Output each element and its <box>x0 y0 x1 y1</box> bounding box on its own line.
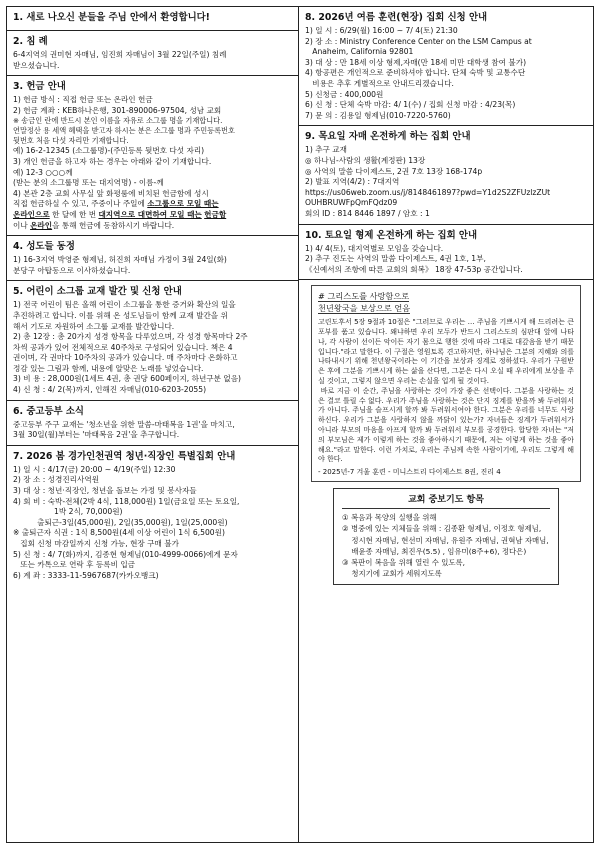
text-line: 중고등부 주구 교재는 '청소년을 위한 말씀-마태복음 1권'을 마치고, <box>13 419 235 429</box>
essay-source: - 2025년-7 겨울 훈련 - 미니스트리 다이제스트 8권, 진리 4 <box>318 468 501 477</box>
section-title: 7. 2026 봄 경가인천권역 청년·직장인 특별집회 안내 <box>13 450 236 462</box>
section-spring-conference <box>7 446 298 586</box>
highlight-text: 온라인으로 <box>13 209 50 219</box>
text-line: 회의 ID : 814 8446 1897 / 암호 : 1 <box>305 208 430 218</box>
highlight-text: 온라인 <box>30 220 53 230</box>
section-title: 5. 어린이 소그룹 교재 발간 및 신청 안내 <box>13 286 182 298</box>
section-thursday-sisters <box>299 126 593 224</box>
text-line: 3) 대 상 : 청년·직장인, 청년을 돌보는 가정 및 봉사자들 <box>13 486 197 496</box>
text-line: 2) 추구 진도는 사역의 말씀 다이제스트, 4권 1호, 1부, <box>305 254 486 264</box>
text-span: 을 통해 헌금에 동참하시기 바랍니다. <box>52 220 175 230</box>
text-line <box>13 210 292 221</box>
highlight-text: 대지역으로 대면하여 모일 때는 <box>98 209 202 219</box>
prayer-item: 배윤종 자매님, 최진우(5.5) , 임유미(8주+6), 정다은) <box>342 546 527 556</box>
text-line: 추진하려고 합니다. 이를 위해 온 성도님들이 함께 교재 발간을 위 <box>13 310 228 320</box>
bulletin-page <box>6 6 594 843</box>
left-column <box>7 7 299 842</box>
section-baptism <box>7 31 298 76</box>
text-line: 1) 추구 교재 <box>305 145 347 155</box>
text-line: 1) 전국 어린이 팀은 올해 어린이 소그룹을 통한 증거와 확산의 일을 <box>13 300 236 310</box>
prayer-box <box>333 488 559 585</box>
prayer-item: ③ 복판이 복음을 위해 열린 수 있도록, <box>342 558 466 568</box>
text-line: 1) 일 시 : 6/29(월) 16:00 ~ 7/ 4(토) 21:30 <box>305 26 458 35</box>
text-line: 5) 신청금 : 400,000원 <box>305 89 384 99</box>
text-line: 예) 12-3 ○○○께 <box>13 167 73 177</box>
essay-title <box>318 302 574 314</box>
section-title: 6. 중고등부 소식 <box>13 405 84 417</box>
zoom-link[interactable]: https://us06web.zoom.us/j/8148461897?pwd=Y1d2S2ZFUzlzZUt <box>305 187 551 197</box>
section-title: 10. 토요일 형제 온전하게 하는 집회 안내 <box>305 229 478 241</box>
highlight-text: 소그룹으로 모일 때는 <box>147 199 219 209</box>
text-line: 2) 장 소 : Ministry Conference Center on the LSM Campus at <box>305 36 532 46</box>
text-line: (받는 분의 소그룹명 또는 대지역명) - 이름-께 <box>13 178 164 188</box>
text-line: ◎ 하나님-사람의 생활(계정판) 13장 <box>305 155 426 165</box>
right-column <box>299 7 593 842</box>
text-line: 1) 헌금 방식 : 직접 헌금 또는 온라인 헌금 <box>13 95 153 105</box>
text-line: 차씩 공과가 있어 전체적으로 40주차로 구성되어 있습니다. 책은 4 <box>13 342 233 352</box>
text-line: 4) 신 청 : 4/ 2(목)까지, 인해진 자매님(010-6203-2055) <box>13 385 207 395</box>
text-line: 1) 16-3지역 박영준 형제님, 허진희 자매님 가정이 3월 24일(화) <box>13 255 227 265</box>
text-line: 또는 카톡으로 연락 후 등록비 입금 <box>13 560 136 570</box>
section-saturday-brothers <box>299 225 593 281</box>
text-line: ※ 출퇴근자 식권 : 1식 8,500원(4세 이상 어린이 1식 6,500원) <box>13 528 225 538</box>
section-members-news <box>7 236 298 281</box>
section-welcome <box>7 7 298 31</box>
text-line: 《신예서의 조항에 따른 교회의 회복》 18장 47-53p 공간입니다. <box>305 264 523 274</box>
prayer-item: 청지기에 교회가 세워지도록 <box>342 569 442 579</box>
essay-box <box>311 285 581 482</box>
text-line: 2) 발표 지역(4/2) : 7대지역 <box>305 177 400 187</box>
section-essay-and-prayer <box>299 280 593 593</box>
highlight-text: 헌금함 <box>204 209 227 219</box>
text-line: 정감 있는 그림과 함께, 내용에 알맞은 노래를 넣었습니다. <box>13 363 204 373</box>
section-title: 8. 2026년 여름 훈련(현장) 집회 신청 안내 <box>305 12 488 23</box>
text-line: ※ 송금인 란에 반드시 본인 이름을 자유로 소그룹 명을 기재합니다. <box>13 116 223 126</box>
essay-title <box>318 290 574 302</box>
prayer-item: ② 병중에 있는 지체들을 위해 : 김종환 형제님, 이정호 형제님, <box>342 524 542 534</box>
text-line: 출퇴근-3일(45,000원), 2일(35,000원), 1일(25,000원) <box>13 517 228 527</box>
text-line: 집회 신청 마감일까지 신청 가능, 현장 구매 불가 <box>13 539 179 548</box>
prayer-item: 정시현 자매님, 현선미 자매님, 유원주 자매님, 권혁남 자매님, <box>342 535 549 545</box>
text-line: 비용은 추후 게별적으로 안내드리겠습니다. <box>305 78 454 88</box>
text-line: 4) 항공편은 개인적으로 준비하셔야 합니다. 단체 숙박 및 교통수단 <box>305 68 526 78</box>
text-line: 뒷번호 처음 다섯 자리만 기재합니다. <box>13 136 129 146</box>
section-title: 2. 침 례 <box>13 36 48 47</box>
text-line: 5) 신 청 : 4/ 7(화)까지, 김종현 형제님(010-4999-0066)에게 문자 <box>13 549 238 559</box>
text-line <box>13 199 292 210</box>
text-line: 연말정산 용 세액 혜택을 받고자 하시는 분은 소그룹 명과 주민등록번호 <box>13 126 235 136</box>
text-line <box>13 221 292 232</box>
essay-title-line2: 천년왕국을 보상으로 얻음 <box>318 303 411 314</box>
section-title: 1. 새로 나오신 분들을 주님 안에서 환영합니다! <box>13 12 210 23</box>
text-line: 3) 대 상 : 만 18세 이상 형제,자매(만 18세 미만 대학생 참여 불가) <box>305 57 527 67</box>
text-line: Anaheim, California 92801 <box>305 47 414 57</box>
text-line: 예) 16-2-12345 (소그룹명)-(주민등록 뒷번호 다섯 자리) <box>13 146 205 156</box>
section-offering <box>7 76 298 236</box>
text-line: 분당구 아탑동으로 이사하셨습니다. <box>13 265 131 275</box>
text-line: 2) 총 12장 : 총 20가지 성경 항목을 다루었으며, 각 성경 항목마다 2주 <box>13 332 248 342</box>
prayer-item: ① 복음과 목양의 실행을 위해 <box>342 513 437 523</box>
text-line: 4) 회 비 : 숙박-전체(2박 4식, 118,000원) 1일(금요일 또는 토요일, <box>13 496 240 506</box>
section-youth-news <box>7 401 298 446</box>
text-line: 3) 비 용 : 28,000원(1세트 4권, 총 권당 600페이지, 하년구분 없음) <box>13 374 242 384</box>
section-title: 9. 목요일 자매 온전하게 하는 집회 안내 <box>305 131 471 143</box>
zoom-link[interactable]: OUHBRUWFpQmFQdz09 <box>305 198 398 208</box>
text-line: 2) 장 소 : 성경진리사역원 <box>13 475 100 485</box>
text-line: 6) 계 좌 : 3333-11-5967687(카카오뱅크) <box>13 570 159 580</box>
section-title: 4. 성도들 동정 <box>13 241 75 253</box>
section-summer-training <box>299 7 593 126</box>
text-line: 3) 개인 헌금을 하고자 하는 경우는 아래와 같이 기재합니다. <box>13 156 212 166</box>
text-line: 2) 헌금 계좌 : KEB하나은행, 301-890006-97504, 성남 교회 <box>13 105 222 115</box>
prayer-title: 교회 중보기도 항목 <box>342 492 550 509</box>
text-line: 1박 2식, 70,000원) <box>13 507 123 517</box>
text-line: 3월 30일(월)부터는 '마태복음 2권'을 추구합니다. <box>13 430 180 440</box>
text-line: 1) 일 시 : 4/17(금) 20:00 ~ 4/19(주일) 12:30 <box>13 464 176 474</box>
section-children-material <box>7 281 298 400</box>
essay-body: 고린도후서 5장 9절과 10절은 "그러므로 우리는 … 주님을 기쁘시게 해 드리려는 큰 포부를 품고 있습니다. 왜냐하면 우리 모두가 반드시 그리스도의 심판대 앞에 나타나, 각 사람이 선이든 악이든 자기 몸으로 행한 것에 따라 그대로 대갚음을 받기 때문입니다."라고 말한다. 이 구절은 영원토록 견고하지만, 하나님은 그분의 지혜와 의를 나타내시기 위해 천년왕국이라는 이 기간을 보상과 징계로 정하셨다. 우리가 구원받은 후에 그분을 기쁘시게 하는 삶을 산다면, 그분은 다시 오실 때 우리에게 보상을 주실 것이고, 그렇지 않으면 우리는 손실을 입게 될 것이다. 바로 지금 이 순간, 주님을 사랑하는 것이 가장 좋은 선택이다. 그분을 사랑하는 것은 결코 틀릴 수 없다. 우리가 주님을 사랑하는 것은 단지 징계를 받을까 봐 두려워서가 아니다. 주님을 슬프시게 할까 봐 두려워서여야 한다. 그분은 우리를 너무도 사랑하신다. 우리가 그분을 사랑하지 않을 까닭이 있는가? 자녀들은 징계가 두려워서가 아니라 부모의 마음을 아프게 할까 봐 두려워서 부모를 공경한다. 합당한 자녀는 "저의 부모님은 제가 이렇게 하는 것을 좋아하시기 때문에, 저는 이렇게 하는 것을 좋아해요."라고 말한다. 이런 가치로, 우리는 주님께 속한 사람이기에, 우리도 그렇게 해야 한다. <box>318 318 574 464</box>
text-span: 한 달에 한 번 <box>52 209 97 219</box>
text-span: 직접 헌금하실 수 있고, 주중이나 주일에 <box>13 199 145 209</box>
text-line: 4) 본관 2층 교회 사무실 앞 화평룸에 비치된 헌금함에 성시 <box>13 188 209 198</box>
text-line: 해서 기도로 자원하여 소그룹 교재를 발간합니다. <box>13 321 175 331</box>
section-title: 3. 헌금 안내 <box>13 81 66 93</box>
text-line: 6-4지역의 권미현 자매님, 임진희 자매님이 3월 22일(주일) 침례 <box>13 50 227 59</box>
text-line: ◎ 사역의 말씀 다이제스트, 2권 7호 13장 168-174p <box>305 166 483 176</box>
text-line: 7) 문 의 : 김용일 형제님(010-7220-5760) <box>305 110 451 120</box>
text-line: 권이며, 각 권마다 10주차의 공과가 있습니다. 매 주차마다 온화하고 <box>13 353 238 363</box>
text-line: 받으셨습니다. <box>13 60 60 70</box>
text-line: 6) 신 청 : 단체 숙박 마감: 4/ 1(수) / 집회 신청 마감 : 4/23(목) <box>305 100 516 110</box>
text-span: 이나 <box>13 220 28 230</box>
essay-title-line1: # 그리스도를 사랑함으로 <box>318 291 410 302</box>
text-line: 1) 4/ 4(토), 대지역별로 모임을 갖습니다. <box>305 243 444 253</box>
